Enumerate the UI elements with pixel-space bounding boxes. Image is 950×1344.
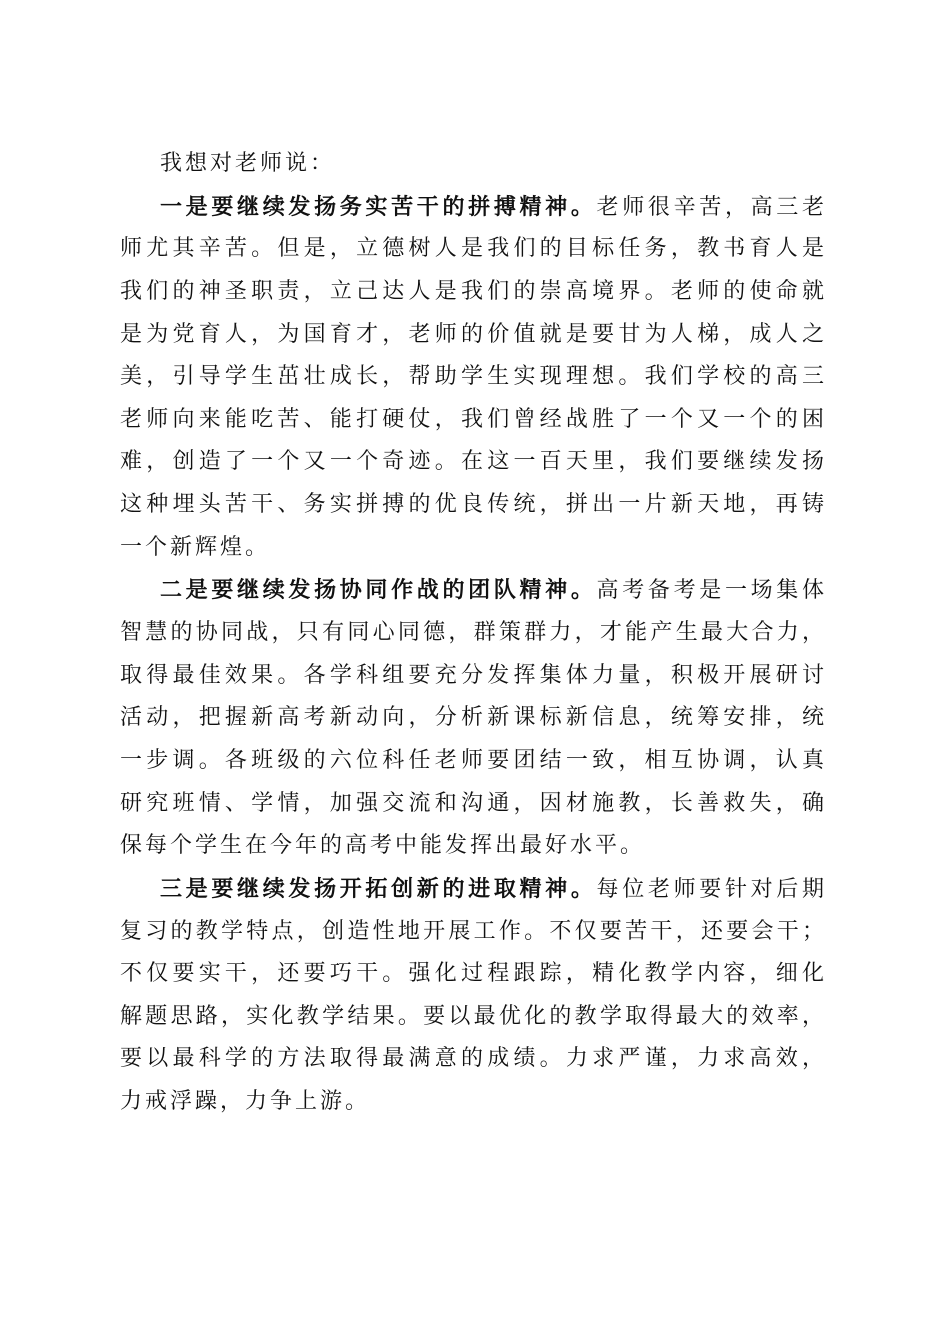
paragraph-text: 每位老师要针对后期 [596,876,824,902]
paragraph-line [120,868,824,911]
paragraph-line: 智慧的协同战，只有同心同德，群策群力，才能产生最大合力， [120,620,824,646]
paragraph-line [120,569,824,612]
paragraph-text: 高考备考是一场集体 [596,578,824,604]
document-body [120,143,824,1124]
paragraph-line: 保每个学生在今年的高考中能发挥出最好水平。 [120,833,646,859]
paragraph-line: 是为党育人，为国育才，老师的价值就是要甘为人梯，成人之 [120,321,824,347]
paragraph-line: 难，创造了一个又一个奇迹。在这一百天里，我们要继续发扬 [120,449,824,475]
paragraph-line: 一个新辉煌。 [120,534,271,560]
paragraph-line [120,186,824,229]
paragraph-line: 老师向来能吃苦、能打硬仗，我们曾经战胜了一个又一个的困 [120,406,824,432]
paragraph-lead: 二是要继续发扬协同作战的团队精神。 [160,577,597,604]
paragraph-lead: 三是要继续发扬开拓创新的进取精神。 [160,875,597,902]
paragraph-lead: 一是要继续发扬务实苦干的拼搏精神。 [160,193,597,220]
paragraph-text: 老师很辛苦，高三老 [596,194,824,220]
greeting: 我想对老师说： [160,151,336,176]
paragraph-line: 美，引导学生茁壮成长，帮助学生实现理想。我们学校的高三 [120,364,824,390]
paragraph-line: 我们的神圣职责，立己达人是我们的崇高境界。老师的使命就 [120,278,824,304]
paragraph-line: 取得最佳效果。各学科组要充分发挥集体力量，积极开展研讨 [120,662,824,688]
paragraph [120,868,824,1124]
paragraph-line: 力戒浮躁，力争上游。 [120,1089,371,1115]
paragraph-line: 这种埋头苦干、务实拼搏的优良传统，拼出一片新天地，再铸 [120,492,824,518]
paragraph-line: 要以最科学的方法取得最满意的成绩。力求严谨，力求高效， [120,1046,824,1072]
paragraph-line: 研究班情、学情，加强交流和沟通，因材施教，长善救失，确 [120,790,824,816]
paragraph-line: 一步调。各班级的六位科任老师要团结一致，相互协调，认真 [120,747,824,773]
paragraph-line: 不仅要实干，还要巧干。强化过程跟踪，精化教学内容，细化 [120,961,824,987]
paragraph-line: 活动，把握新高考新动向，分析新课标新信息，统筹安排，统 [120,705,824,731]
paragraph [120,186,824,570]
paragraph-line: 师尤其辛苦。但是，立德树人是我们的目标任务，教书育人是 [120,236,824,262]
paragraph-line: 解题思路，实化教学结果。要以最优化的教学取得最大的效率， [120,1003,824,1029]
paragraph [120,569,824,867]
paragraph-line: 复习的教学特点，创造性地开展工作。不仅要苦干，还要会干； [120,918,824,944]
